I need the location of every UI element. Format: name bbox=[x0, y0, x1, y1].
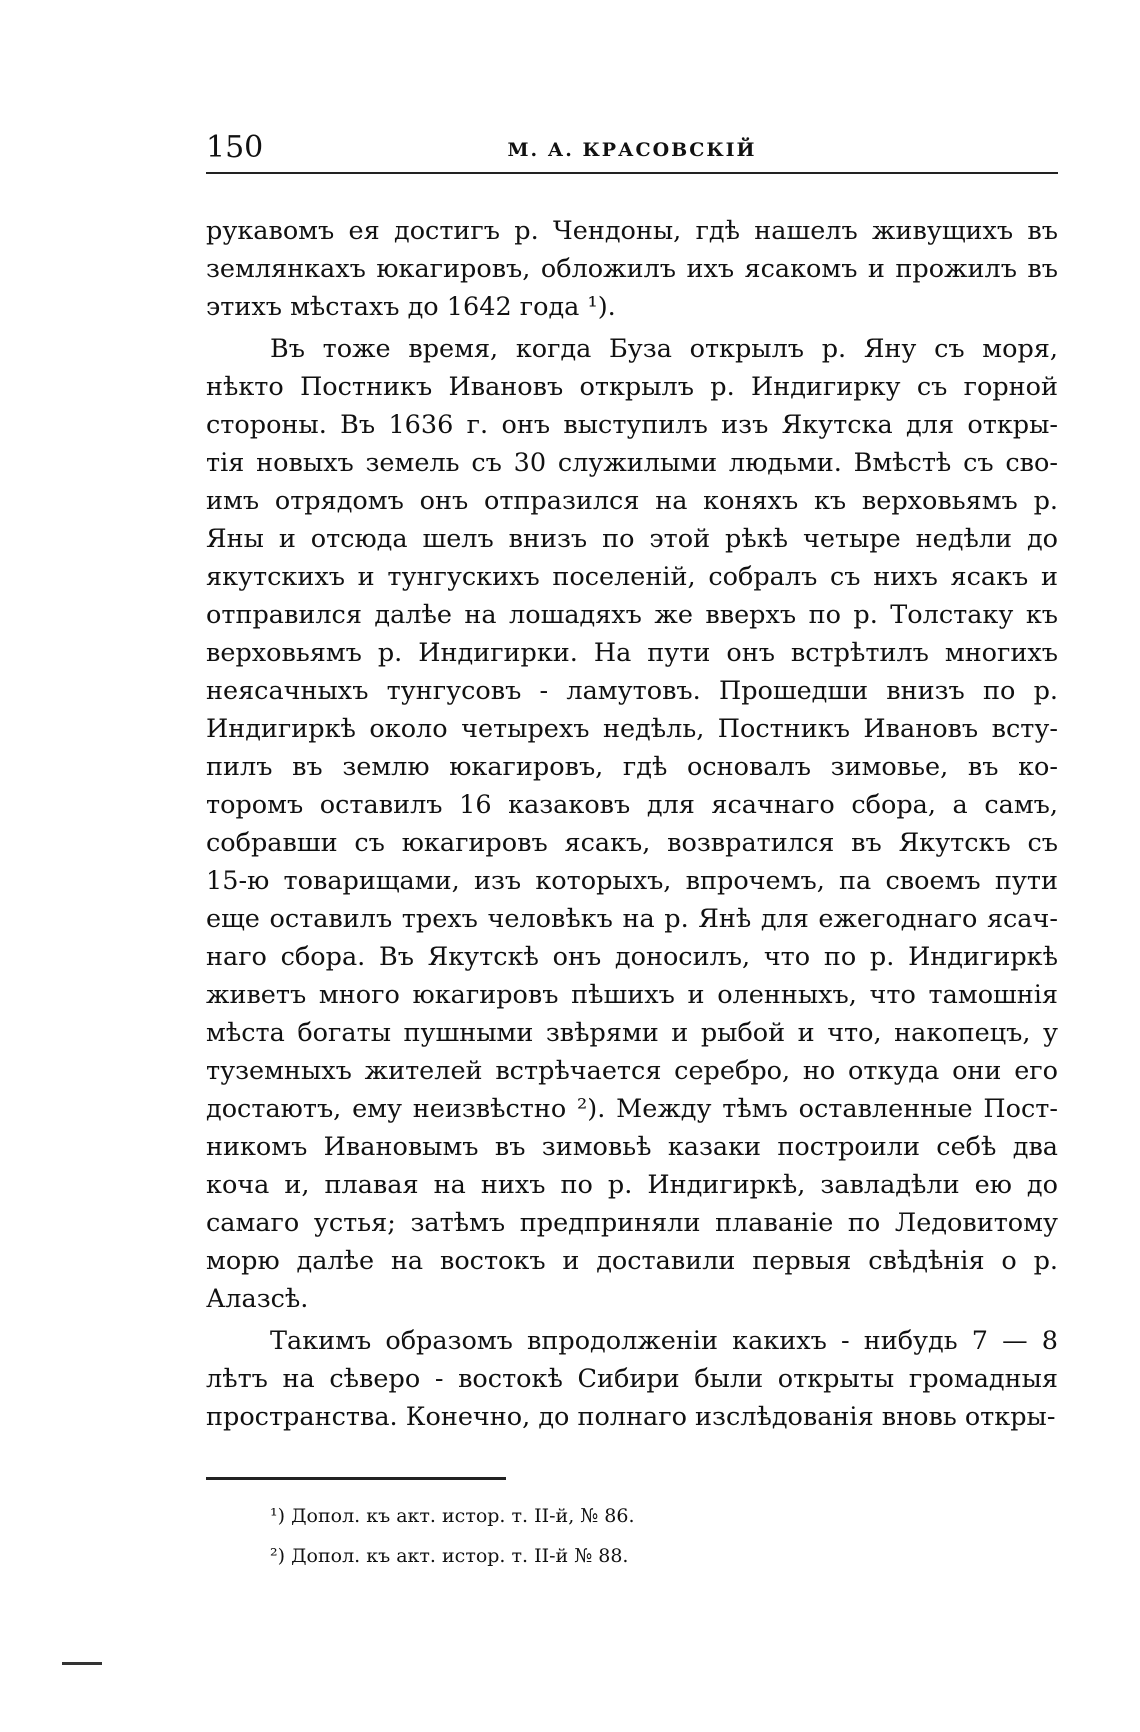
paragraph bbox=[206, 1322, 1058, 1436]
text-line: землянкахъ юкагировъ, обложилъ ихъ ясакомъ и прожилъ въ bbox=[206, 254, 1058, 284]
text-line: этихъ мѣстахъ до 1642 года ¹). bbox=[206, 292, 616, 322]
text-line: тія новыхъ земель съ 30 служилыми людьми. Вмѣстѣ съ сво- bbox=[206, 448, 1058, 478]
text-line: достаютъ, ему неизвѣстно ²). Между тѣмъ оставленные Пост- bbox=[206, 1094, 1058, 1124]
text-line: отправился далѣе на лошадяхъ же вверхъ по р. Толстаку къ bbox=[206, 600, 1058, 630]
text-line: Алазсѣ. bbox=[206, 1284, 309, 1314]
footnotes bbox=[270, 1496, 1030, 1576]
text-line: еще оставилъ трехъ человѣкъ на р. Янѣ для ежегоднаго ясач- bbox=[206, 904, 1058, 934]
text-line: Такимъ образомъ впродолженіи какихъ - нибудь 7 — 8 bbox=[270, 1326, 1058, 1356]
text-line: Индигиркѣ около четырехъ недѣль, Постникъ Ивановъ всту- bbox=[206, 714, 1058, 744]
text-line: рукавомъ ея достигъ р. Чендоны, гдѣ нашелъ живущихъ въ bbox=[206, 216, 1058, 246]
text-line: нѣкто Постникъ Ивановъ открылъ р. Индигирку съ горной bbox=[206, 372, 1058, 402]
text-line: наго сбора. Въ Якутскѣ онъ доносилъ, что по р. Индигиркѣ bbox=[206, 942, 1058, 972]
text-line: пилъ въ землю юкагировъ, гдѣ основалъ зимовье, въ ко- bbox=[206, 752, 1058, 782]
text-line: туземныхъ жителей встрѣчается серебро, но откуда они его bbox=[206, 1056, 1058, 1086]
footnote bbox=[270, 1536, 1030, 1576]
running-head bbox=[206, 128, 1058, 168]
text-line: имъ отрядомъ онъ отпразился на коняхъ къ верховьямъ р. bbox=[206, 486, 1058, 516]
text-line: собравши съ юкагировъ ясакъ, возвратился въ Якутскъ съ bbox=[206, 828, 1058, 858]
footnote-rule bbox=[206, 1477, 506, 1480]
body-text bbox=[206, 212, 1058, 1436]
footnote-text: Допол. къ акт. истор. т. II-й, № 86. bbox=[291, 1505, 635, 1527]
footnote-text: Допол. къ акт. истор. т. II-й № 88. bbox=[291, 1545, 629, 1567]
text-line: Яны и отсюда шелъ внизъ по этой рѣкѣ четыре недѣли до bbox=[206, 524, 1058, 554]
text-line: Въ тоже время, когда Буза открылъ р. Яну съ моря, bbox=[270, 334, 1058, 364]
footnote bbox=[270, 1496, 1030, 1536]
paragraph bbox=[206, 330, 1058, 1318]
margin-mark bbox=[62, 1662, 102, 1665]
footnote-mark: ²) bbox=[270, 1545, 286, 1567]
text-line: живетъ много юкагировъ пѣшихъ и оленныхъ, что тамошнія bbox=[206, 980, 1058, 1010]
paragraph bbox=[206, 212, 1058, 326]
text-line: пространства. Конечно, до полнаго изслѣдованія вновь откры- bbox=[206, 1402, 1056, 1432]
text-line: 15-ю товарищами, изъ которыхъ, впрочемъ, па своемъ пути bbox=[206, 866, 1058, 896]
text-line: якутскихъ и тунгускихъ поселеній, собралъ съ нихъ ясакъ и bbox=[206, 562, 1058, 592]
text-line: мѣста богаты пушными звѣрями и рыбой и что, накопецъ, у bbox=[206, 1018, 1058, 1048]
page-number: 150 bbox=[206, 130, 264, 165]
text-line: торомъ оставилъ 16 казаковъ для ясачнаго сбора, а самъ, bbox=[206, 790, 1058, 820]
footnote-mark: ¹) bbox=[270, 1505, 286, 1527]
text-line: никомъ Ивановымъ въ зимовьѣ казаки построили себѣ два bbox=[206, 1132, 1058, 1162]
text-line: неясачныхъ тунгусовъ - ламутовъ. Прошедши внизъ по р. bbox=[206, 676, 1058, 706]
text-line: верховьямъ р. Индигирки. На пути онъ встрѣтилъ многихъ bbox=[206, 638, 1058, 668]
text-line: морю далѣе на востокъ и доставили первыя свѣдѣнія о р. bbox=[206, 1246, 1058, 1276]
text-line: стороны. Въ 1636 г. онъ выступилъ изъ Якутска для откры- bbox=[206, 410, 1058, 440]
running-title: М. А. КРАСОВСКІЙ bbox=[507, 139, 757, 161]
header-rule bbox=[206, 172, 1058, 174]
text-line: самаго устья; затѣмъ предприняли плаваніе по Ледовитому bbox=[206, 1208, 1058, 1238]
text-line: лѣтъ на сѣверо - востокѣ Сибири были открыты громадныя bbox=[206, 1364, 1058, 1394]
text-line: коча и, плавая на нихъ по р. Индигиркѣ, завладѣли ею до bbox=[206, 1170, 1058, 1200]
